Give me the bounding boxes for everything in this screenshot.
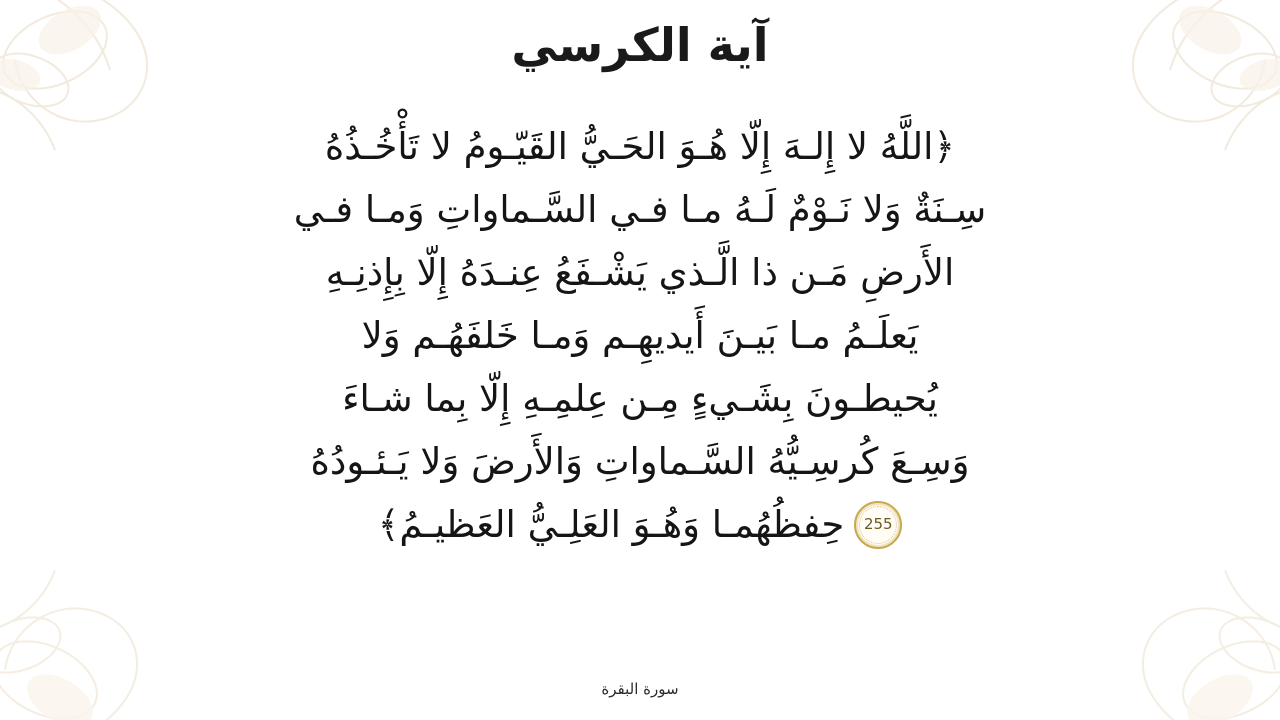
ayah-line: يَعلَـمُ مـا بَيـنَ أَيديهِـم وَمـا خَلفَهُـم وَلا	[361, 314, 919, 357]
ayah-text-block	[95, 115, 1185, 556]
ayah-line: وَسِـعَ كُرسِـيُّهُ السَّـماواتِ وَالأَرضَ وَلا يَـئـودُهُ	[310, 440, 970, 483]
ayah-line-text: حِفظُهُمـا وَهُـوَ العَلِـيُّ العَظيـمُ﴾	[377, 503, 845, 546]
ayah-line: يُحيطـونَ بِشَـيءٍ مِـن عِلمِـهِ إِلّا بِما شـاءَ	[342, 377, 938, 420]
ayah-line-final	[95, 493, 1185, 556]
footer	[0, 679, 1280, 698]
ayah-number: 255	[863, 515, 893, 533]
ayah-line: ﴿اللَّهُ لا إِلـهَ إِلّا هُـوَ الحَـيُّ القَيّـومُ لا تَأْخُـذُهُ	[324, 125, 956, 168]
surah-name-label: سورة البقرة	[601, 680, 679, 698]
ayah-line: الأَرضِ مَـن ذا الَّـذي يَشْـفَعُ عِنـدَهُ إِلّا بِإِذنِـهِ	[325, 251, 955, 294]
ayah-line: سِـنَةٌ وَلا نَـوْمٌ لَـهُ مـا فـي السَّـماواتِ وَمـا فـي	[293, 188, 987, 231]
ayah-number-medallion	[854, 501, 902, 549]
page-title: آية الكرسي	[511, 18, 769, 72]
